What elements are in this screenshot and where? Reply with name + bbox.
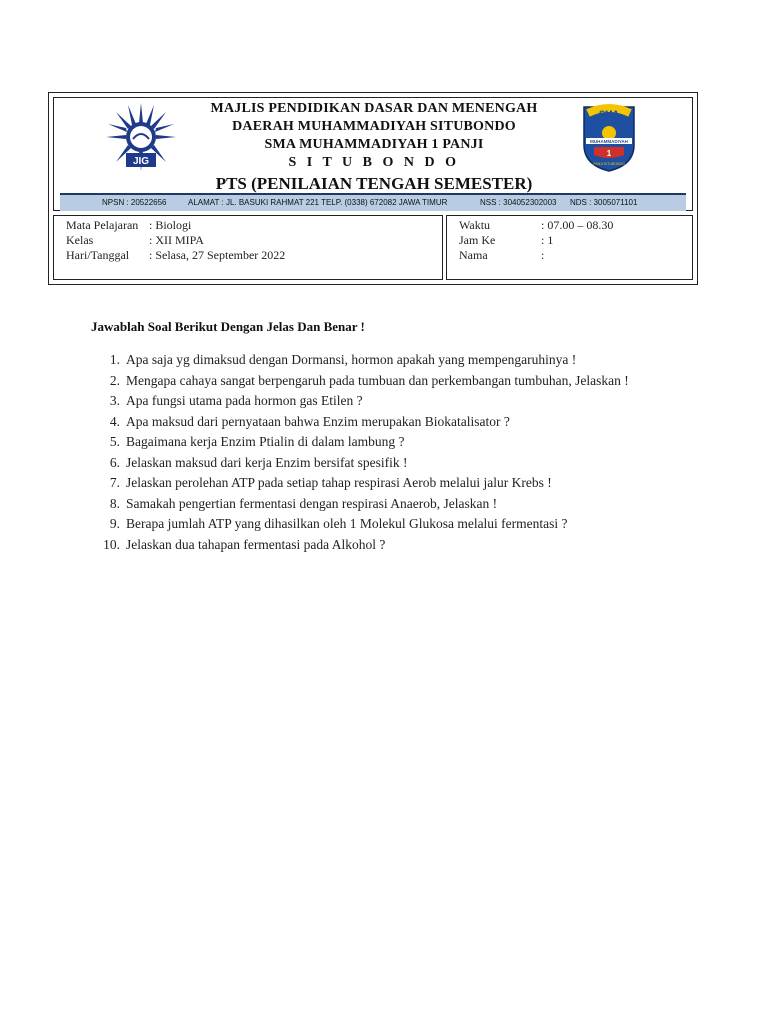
question-number: 7. <box>109 475 120 490</box>
meta-label: Nama <box>459 248 488 262</box>
question-text: Berapa jumlah ATP yang dihasilkan oleh 1 Molekul Glukosa melalui fermentasi ? <box>126 516 568 531</box>
question-text: Apa maksud dari pernyataan bahwa Enzim merupakan Biokatalisator ? <box>126 413 510 429</box>
nss-text: NSS : 304052302003 <box>480 198 557 207</box>
meta-row-date <box>54 248 442 263</box>
question-number: 6. <box>109 454 120 470</box>
shield-band-text: MUHAMMADIYAH <box>590 139 628 144</box>
meta-row-name <box>447 248 692 263</box>
exam-title: PTS (PENILAIAN TENGAH SEMESTER) <box>215 174 533 193</box>
muhammadiyah-logo-icon <box>104 101 178 173</box>
shield-number: 1 <box>606 149 612 158</box>
question-number: 9. <box>109 516 120 531</box>
question-text: Samakah pengertian fermentasi dengan respirasi Anaerob, Jelaskan ! <box>126 495 498 511</box>
shield-top-text: SMA <box>599 109 619 119</box>
exam-meta-left <box>53 215 443 280</box>
school-info-bar <box>60 193 686 211</box>
list-item <box>90 432 650 453</box>
question-text: Bagaimana kerja Enzim Ptialin di dalam lambung ? <box>126 434 405 449</box>
meta-value: : 1 <box>541 233 554 247</box>
question-text: Jelaskan perolehan ATP pada setiap tahap respirasi Aerob melalui jalur Krebs ! <box>126 475 552 490</box>
meta-label: Waktu <box>459 218 491 232</box>
svg-text:JIG: JIG <box>132 156 150 167</box>
list-item <box>90 473 650 494</box>
list-item <box>90 391 650 412</box>
question-number: 1. <box>109 352 120 367</box>
exam-meta-right <box>446 215 693 280</box>
meta-value: : <box>541 248 545 262</box>
question-number: 3. <box>109 393 120 408</box>
meta-value: : Selasa, 27 September 2022 <box>149 248 286 262</box>
list-item <box>90 412 650 433</box>
meta-value: : XII MIPA <box>149 233 204 247</box>
question-number: 10. <box>103 536 120 552</box>
meta-row-subject <box>54 218 442 233</box>
question-text: Jelaskan dua tahapan fermentasi pada Alkohol ? <box>126 536 386 552</box>
meta-label: Hari/Tanggal <box>66 248 130 262</box>
list-item <box>90 453 650 474</box>
question-number: 2. <box>109 372 120 388</box>
letterhead-title <box>180 100 568 195</box>
meta-row-time <box>447 218 692 233</box>
question-list <box>90 350 650 555</box>
shield-bottom-text: PANJI SITUBONDO <box>593 162 625 166</box>
title-line-1: MAJLIS PENDIDIKAN DASAR DAN MENENGAH <box>210 101 538 116</box>
list-item <box>90 514 650 535</box>
list-item <box>90 371 650 392</box>
title-line-4: S I T U B O N D O <box>288 155 460 170</box>
question-text: Apa saja yg dimaksud dengan Dormansi, hormon apakah yang mempengaruhinya ! <box>126 352 577 367</box>
meta-value: : 07.00 – 08.30 <box>541 218 614 232</box>
question-number: 4. <box>109 413 120 429</box>
nds-text: NDS : 3005071101 <box>570 198 638 207</box>
meta-row-period <box>447 233 692 248</box>
question-text: Apa fungsi utama pada hormon gas Etilen ? <box>126 393 363 408</box>
meta-label: Kelas <box>66 233 94 247</box>
sma-muhammadiyah-shield-icon <box>580 103 638 173</box>
meta-row-class <box>54 233 442 248</box>
meta-value: : Biologi <box>149 218 192 232</box>
question-number: 8. <box>109 495 120 511</box>
question-text: Mengapa cahaya sangat berpengaruh pada tumbuan dan perkembangan tumbuhan, Jelaskan ! <box>126 372 629 388</box>
address-text: ALAMAT : JL. BASUKI RAHMAT 221 TELP. (0338) 672082 JAWA TIMUR <box>188 198 448 207</box>
meta-label: Mata Pelajaran <box>66 218 139 232</box>
list-item <box>90 494 650 515</box>
question-text: Jelaskan maksud dari kerja Enzim bersifat spesifik ! <box>126 454 408 470</box>
instruction-text: Jawablah Soal Berikut Dengan Jelas Dan Benar ! <box>91 319 365 334</box>
npsn-text: NPSN : 20522656 <box>102 198 167 207</box>
list-item <box>90 350 650 371</box>
title-line-3: SMA MUHAMMADIYAH 1 PANJI <box>264 137 484 152</box>
meta-label: Jam Ke <box>459 233 496 247</box>
question-number: 5. <box>109 434 120 449</box>
list-item <box>90 535 650 556</box>
title-line-2: DAERAH MUHAMMADIYAH SITUBONDO <box>232 119 516 134</box>
